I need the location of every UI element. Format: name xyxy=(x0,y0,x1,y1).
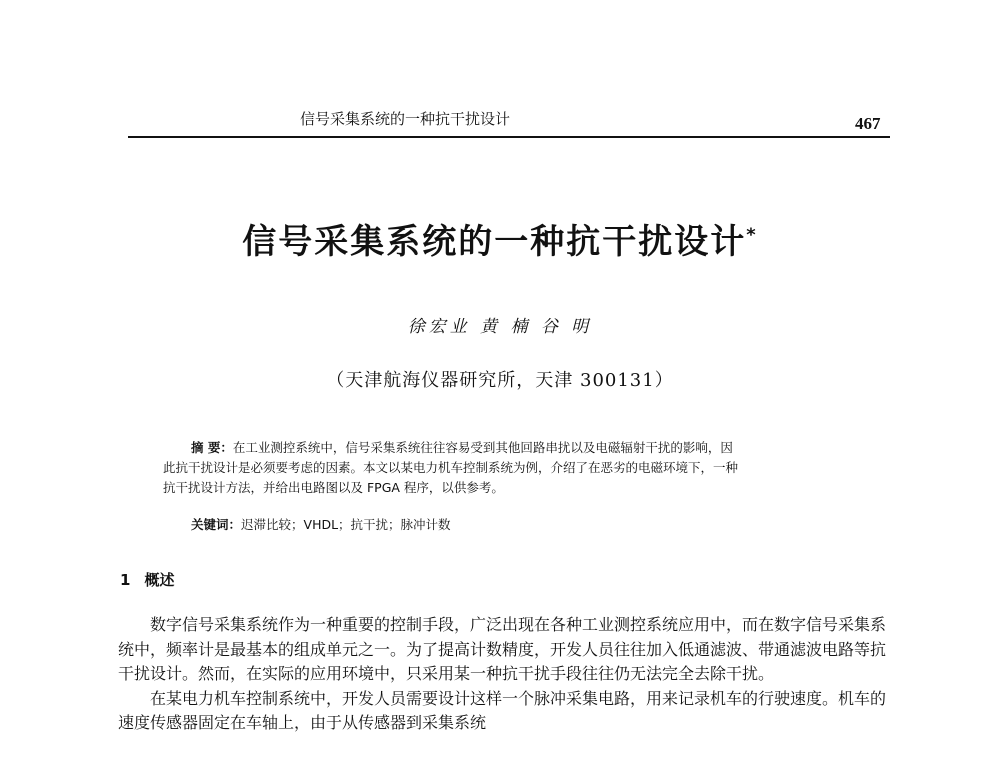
paragraph-1: 数字信号采集系统作为一种重要的控制手段，广泛出现在各种工业测控系统应用中，而在数字信号采集系统中，频率计是最基本的组成单元之一。为了提高计数精度，开发人员往往加入低通滤波、带通滤波电路等抗干扰设计。然而，在实际的应用环境中，只采用某一种抗干扰手段往往仍无法完全去除干扰。 xyxy=(118,615,887,683)
paragraph-2: 在某电力机车控制系统中，开发人员需要设计这样一个脉冲采集电路，用来记录机车的行驶速度。机车的速度传感器固定在车轴上，由于从传感器到采集系统 xyxy=(118,688,887,732)
section-title: 概述 xyxy=(144,571,175,589)
affiliation: （天津航海仪器研究所，天津 300131） xyxy=(326,370,674,391)
abstract xyxy=(163,438,853,498)
header-rule xyxy=(128,136,890,138)
keywords xyxy=(191,515,851,533)
section-heading xyxy=(120,569,174,590)
keywords-label: 关键词： xyxy=(191,517,242,532)
authors: 徐宏业 黄 楠 谷 明 xyxy=(407,317,593,337)
abstract-line-1 xyxy=(163,438,853,458)
paper-title-text: 信号采集系统的一种抗干扰设计 xyxy=(242,222,747,262)
section-number: 1 xyxy=(120,571,131,589)
page-number: 467 xyxy=(855,114,881,133)
running-title: 信号采集系统的一种抗干扰设计 xyxy=(300,110,511,128)
title-footnote-mark: * xyxy=(746,224,758,246)
abstract-label: 摘 要： xyxy=(191,440,233,455)
abstract-line-2: 此抗干扰设计是必须要考虑的因素。本文以某电力机车控制系统为例，介绍了在恶劣的电磁环境下，一种 xyxy=(163,460,739,475)
paper-title xyxy=(0,214,1000,263)
keywords-text: 迟滞比较；VHDL；抗干扰；脉冲计数 xyxy=(241,517,451,532)
abstract-text-1: 在工业测控系统中，信号采集系统往往容易受到其他回路串扰以及电磁辐射干扰的影响，因 xyxy=(232,440,733,455)
section-body xyxy=(118,613,886,736)
abstract-line-3: 抗干扰设计方法，并给出电路图以及 FPGA 程序，以供参考。 xyxy=(163,480,504,495)
